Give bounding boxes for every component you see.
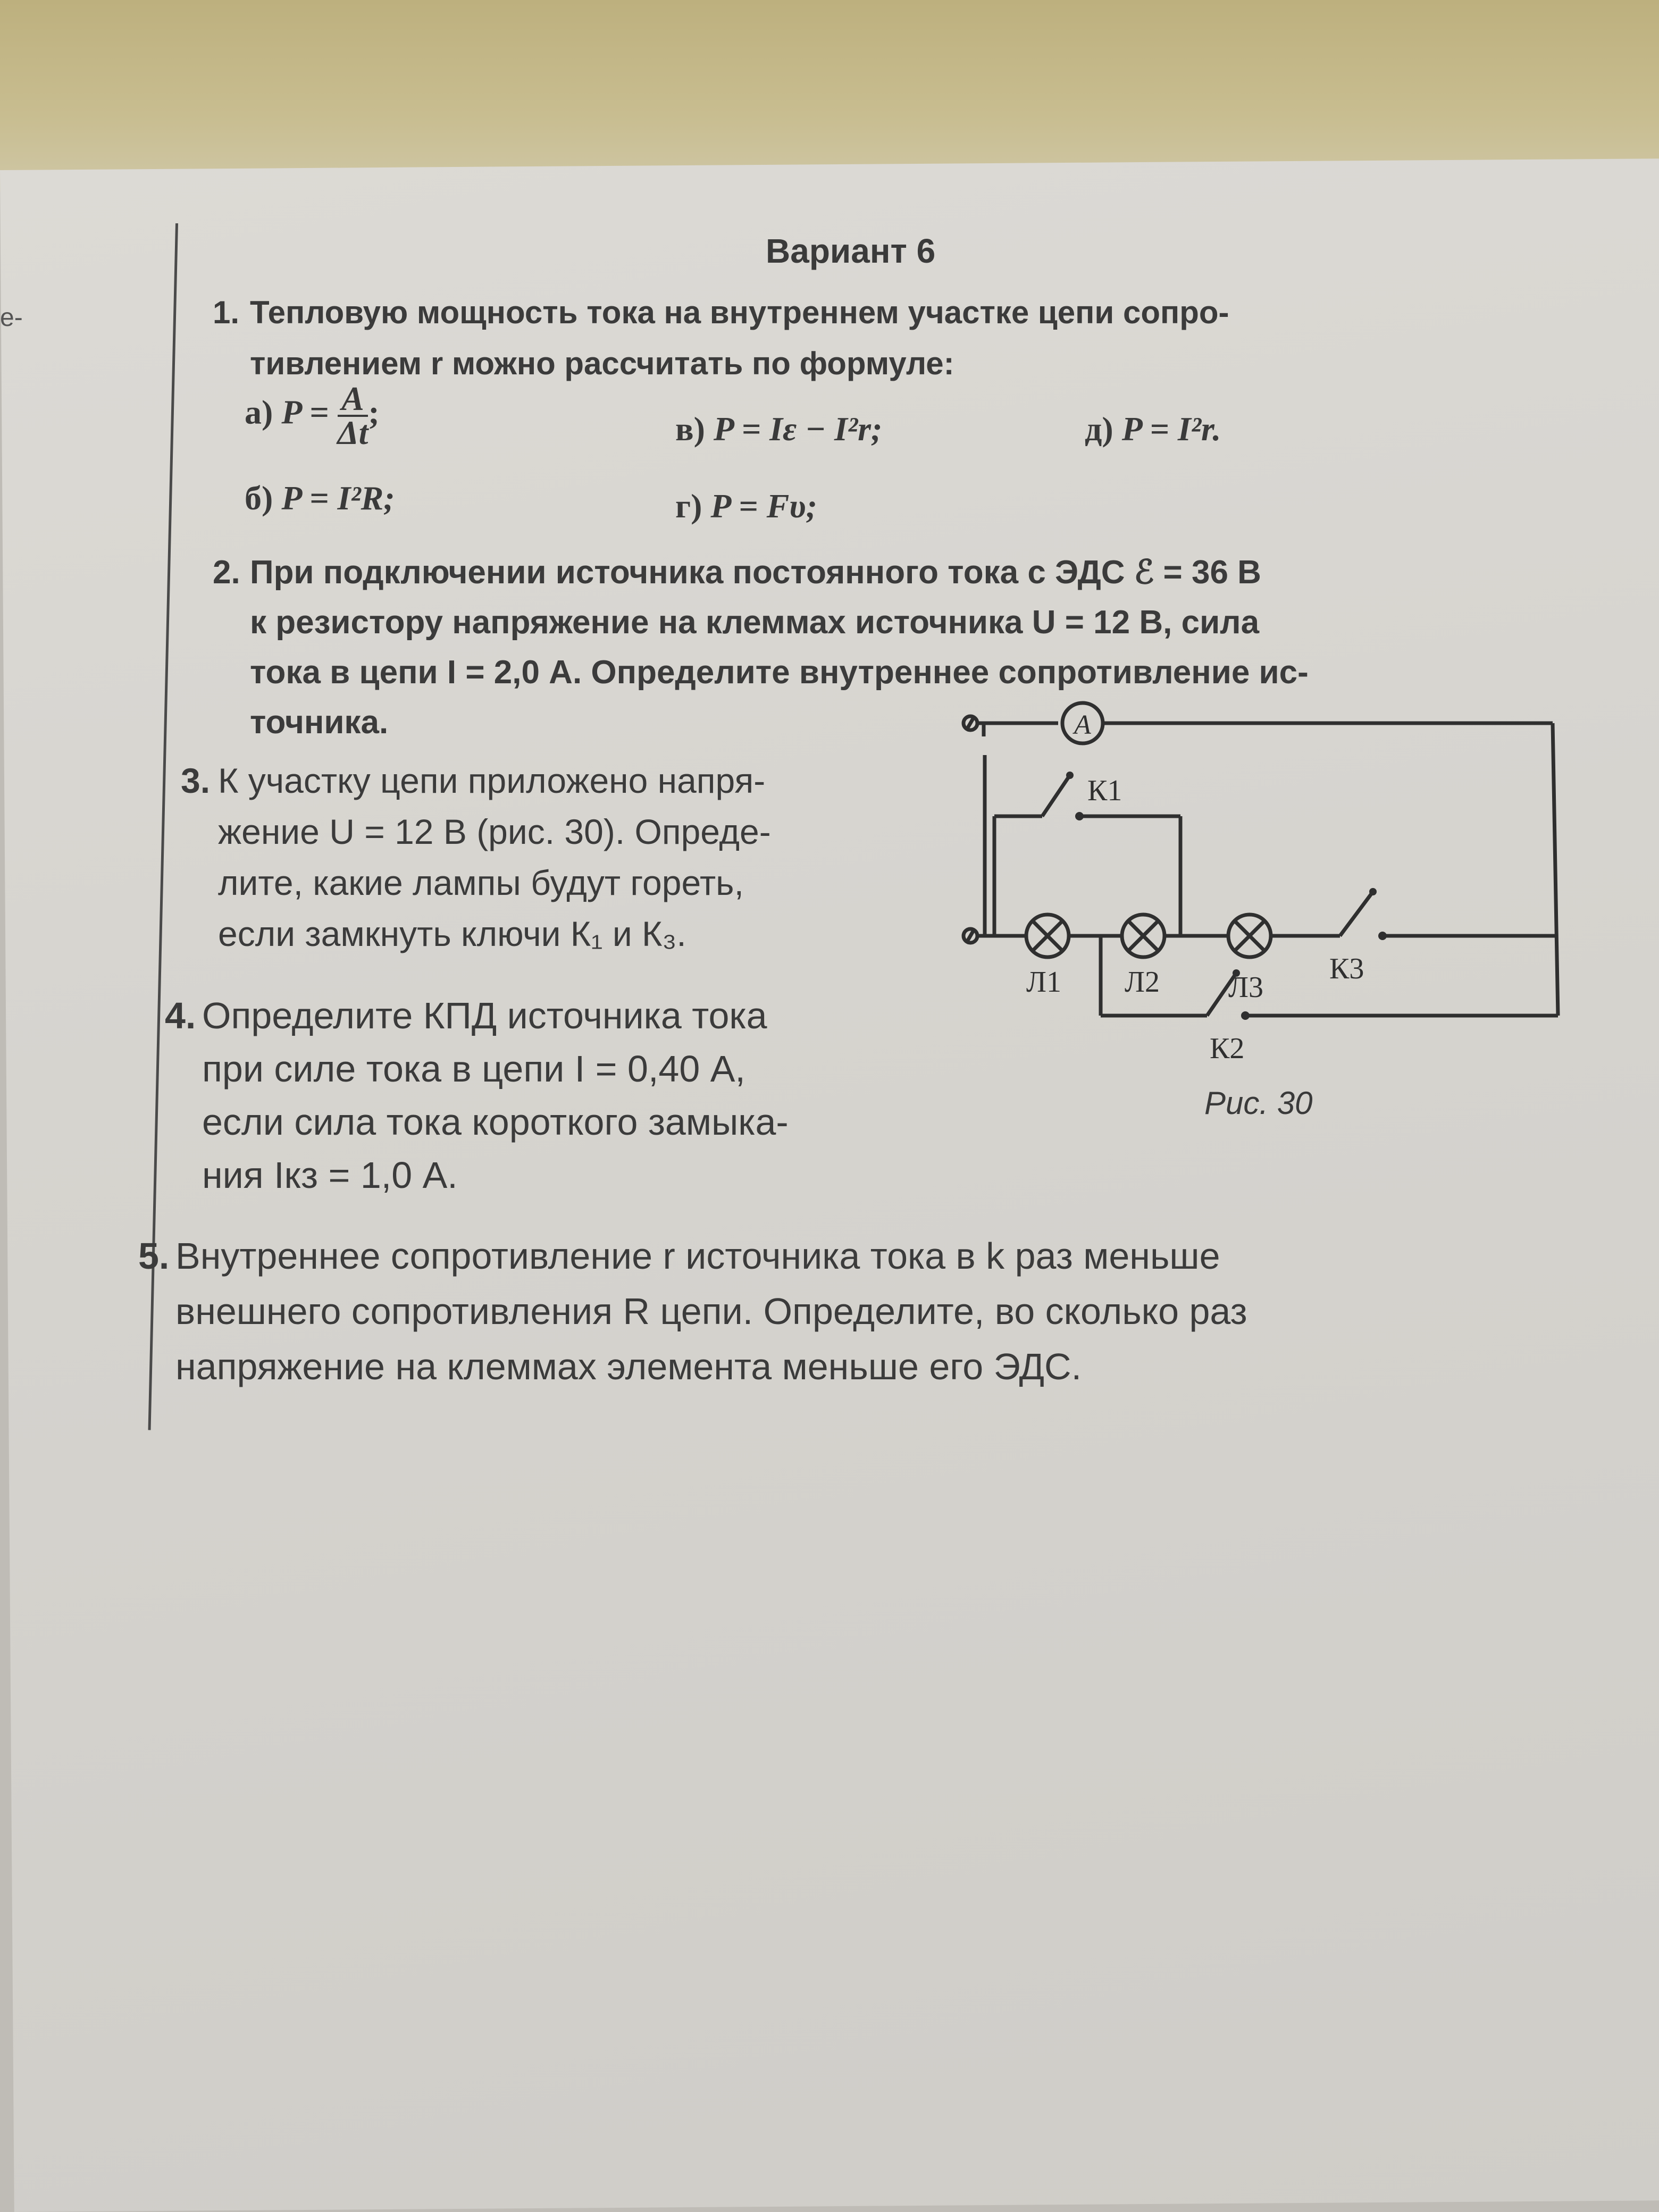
switch-label-k3: К3 <box>1329 952 1364 985</box>
task-number: 5. <box>138 1235 170 1277</box>
switch-label-k1: К1 <box>1087 774 1122 807</box>
task-text-line: жение U = 12 В (рис. 30). Опреде- <box>218 812 771 851</box>
task-text-line: напряжение на клеммах элемента меньше его ЭДС. <box>175 1346 1082 1387</box>
task-text-line: Определите КПД источника тока <box>202 995 767 1036</box>
option-label: в) <box>675 410 705 448</box>
option-label: г) <box>675 487 702 525</box>
option-d <box>1085 409 1221 449</box>
ammeter-label: A <box>1074 710 1091 740</box>
task-text-line: если сила тока короткого замыка- <box>202 1101 789 1143</box>
task-text-line: если замкнуть ключи К₁ и К₃. <box>218 914 686 953</box>
option-formula: P = Fυ; <box>710 487 817 525</box>
lamp-label-2: Л2 <box>1125 966 1160 999</box>
task-5 <box>138 1228 1247 1394</box>
switch-label-k2: К2 <box>1210 1032 1245 1065</box>
task-text-line: ния Iкз = 1,0 А. <box>202 1154 458 1196</box>
fraction <box>337 380 368 451</box>
task-text-line: Тепловую мощность тока на внутреннем участке цепи сопро- <box>250 295 1229 330</box>
option-formula: P = Iε − I²r; <box>713 410 883 448</box>
option-label: б) <box>245 479 273 517</box>
option-formula: P = I²r. <box>1121 410 1221 448</box>
task-number: 3. <box>181 761 211 800</box>
denominator: Δt <box>337 414 368 451</box>
formula-lhs: P = <box>281 393 329 431</box>
previous-page-fragment: е- <box>0 304 23 332</box>
circuit-diagram <box>957 697 1595 1079</box>
task-number: 2. <box>213 554 240 591</box>
task-4 <box>165 989 789 1202</box>
option-v <box>675 409 882 449</box>
option-formula: P = I²R; <box>281 479 395 517</box>
option-b <box>245 479 395 518</box>
lamp-label-1: Л1 <box>1026 966 1061 999</box>
task-1 <box>213 287 1229 389</box>
task-text-line: К участку цепи приложено напря- <box>218 761 766 800</box>
numerator: A <box>341 380 364 417</box>
task-text-line: тивлением r можно рассчитать по формуле: <box>250 346 954 381</box>
task-text-line: тока в цепи I = 2,0 А. Определите внутреннее сопротивление ис- <box>250 654 1309 691</box>
task-text-line: При подключении источника постоянного тока с ЭДС ℰ = 36 В <box>250 554 1261 591</box>
option-g <box>675 487 817 526</box>
option-a <box>245 380 380 451</box>
task-text-line: точника. <box>250 704 389 741</box>
option-label: д) <box>1085 410 1113 448</box>
task-3 <box>181 755 771 959</box>
formula-suffix: ; <box>368 393 380 431</box>
task-text-line: к резистору напряжение на клеммах источника U = 12 В, сила <box>250 604 1260 641</box>
figure-caption: Рис. 30 <box>1204 1085 1313 1121</box>
task-text-line: при силе тока в цепи I = 0,40 А, <box>202 1048 745 1090</box>
task-number: 4. <box>165 995 196 1036</box>
task-text-line: лите, какие лампы будут гореть, <box>218 863 744 902</box>
task-number: 1. <box>213 295 240 330</box>
page-title: Вариант 6 <box>766 232 936 270</box>
task-text-line: Внутреннее сопротивление r источника тока в k раз меньше <box>175 1235 1220 1277</box>
lamp-label-3: Л3 <box>1228 971 1263 1004</box>
task-text-line: внешнего сопротивления R цепи. Определите, во сколько раз <box>175 1291 1247 1332</box>
option-label: а) <box>245 393 273 431</box>
